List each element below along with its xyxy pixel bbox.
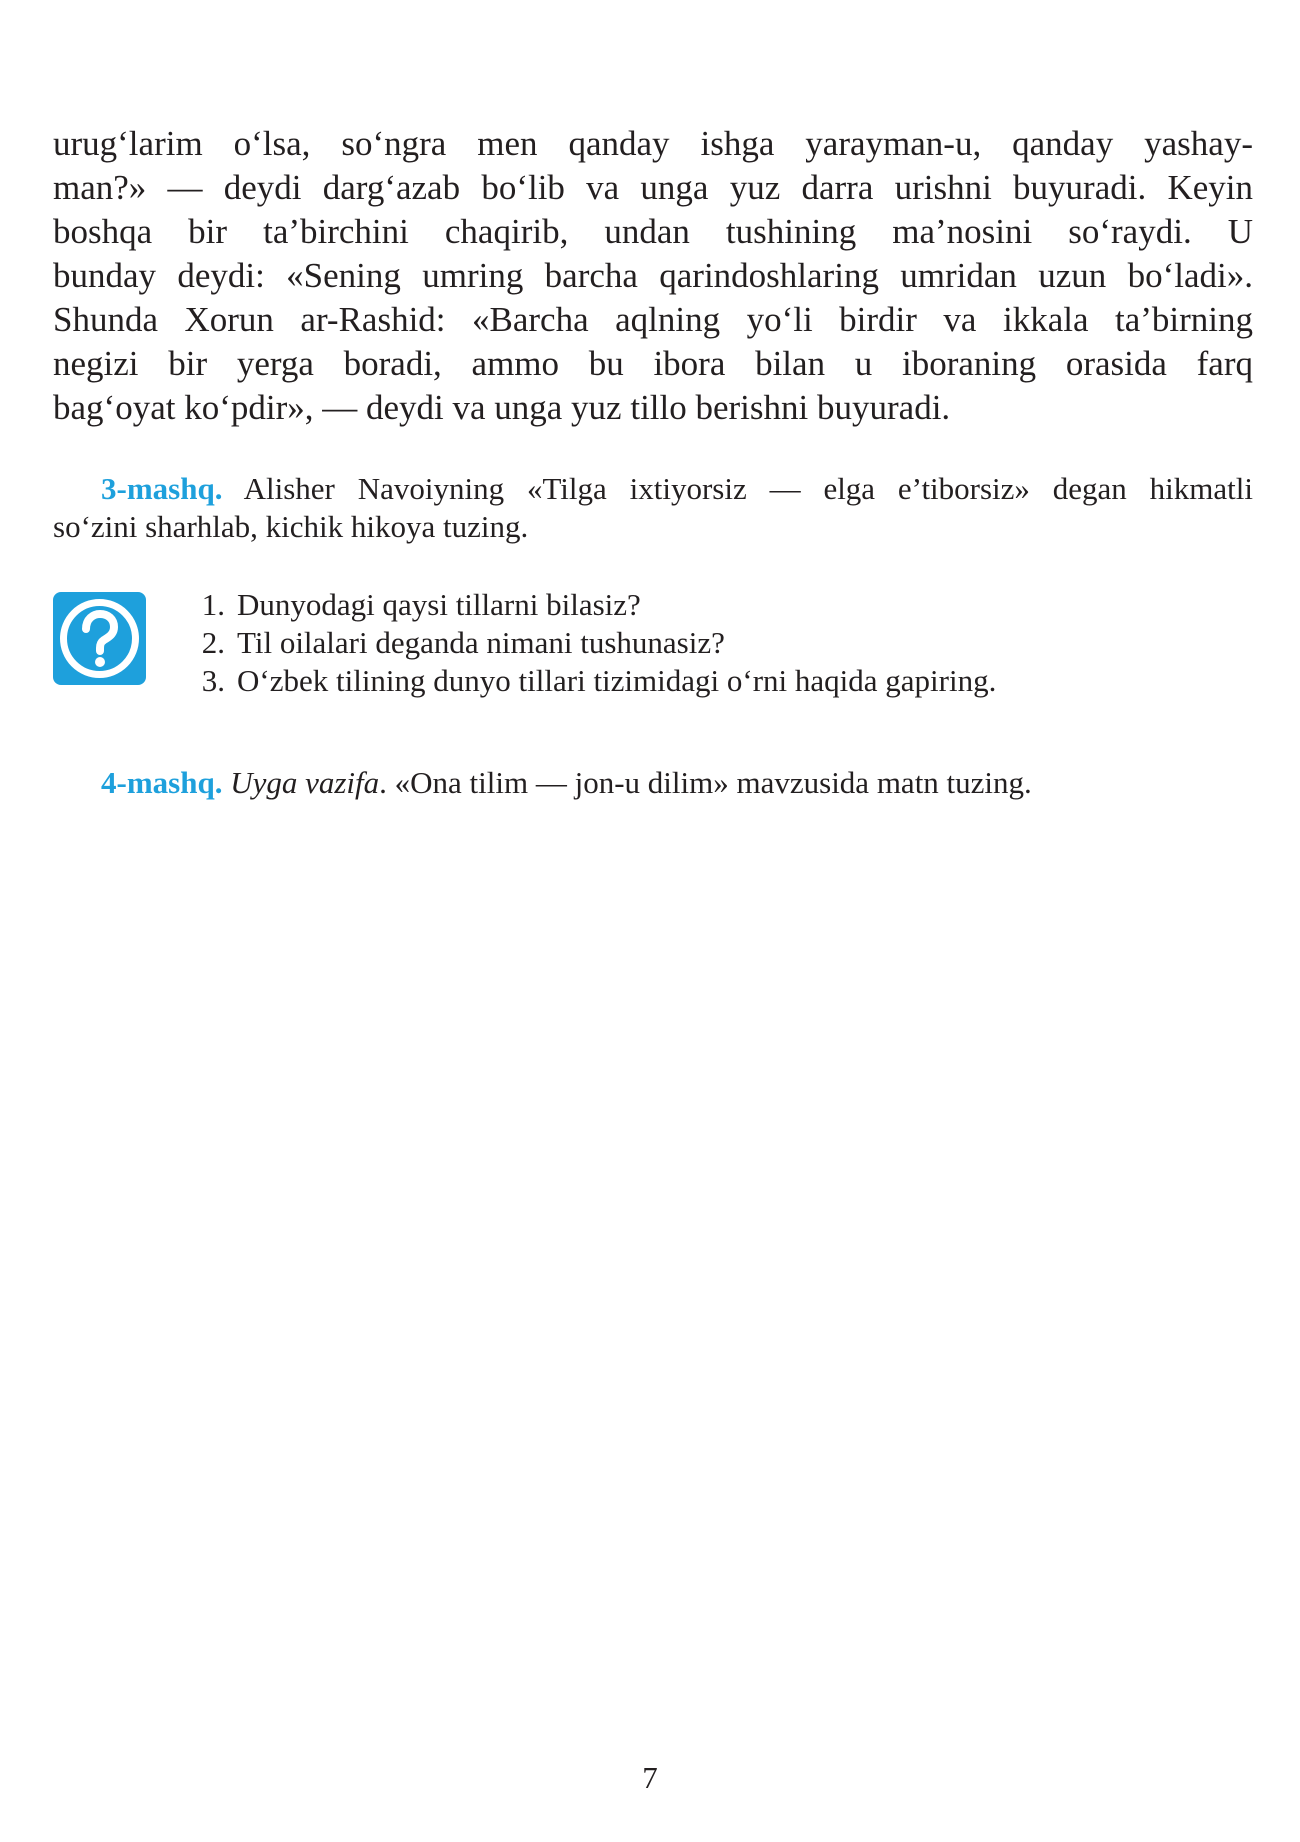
- question-list: [185, 586, 996, 700]
- exercise-3-label: 3-mashq.: [101, 471, 223, 506]
- question-number: 1.: [201, 587, 225, 622]
- paragraph-line: Shunda Xorun ar-Rashid: «Barcha aqlning yo‘li birdir va ikkala ta’birning: [53, 300, 1253, 339]
- story-paragraph: [53, 122, 1253, 430]
- exercise-3: [53, 470, 1253, 546]
- question-item: [185, 662, 996, 700]
- paragraph-line: urug‘larim o‘lsa, so‘ngra men qanday ishga yarayman-u, qanday yashay-: [53, 124, 1253, 163]
- question-item: [185, 586, 996, 624]
- page-content: [53, 122, 1253, 800]
- exercise-4-homework-label: Uyga vazifa: [230, 765, 380, 800]
- exercise-3-line-2: so‘zini sharhlab, kichik hikoya tuzing.: [53, 509, 529, 544]
- exercise-4: [101, 764, 1253, 802]
- question-number: 2.: [201, 625, 225, 660]
- paragraph-line: bunday deydi: «Sening umring barcha qarindoshlaring umridan uzun bo‘ladi».: [53, 256, 1253, 295]
- paragraph-line: bag‘oyat ko‘pdir», — deydi va unga yuz tillo berishni buyuradi.: [53, 388, 951, 427]
- question-text: O‘zbek tilining dunyo tillari tizimidagi o‘rni haqida gapiring.: [237, 663, 997, 698]
- exercise-4-text: . «Ona tilim — jon-u dilim» mavzusida matn tuzing.: [379, 765, 1032, 800]
- exercise-3-line-1: [53, 470, 1253, 508]
- exercise-3-text: Alisher Navoiyning «Tilga ixtiyorsiz — elga e’tiborsiz» degan hikmatli: [222, 471, 1253, 506]
- question-item: [185, 624, 996, 662]
- question-mark-icon: [53, 592, 146, 685]
- paragraph-line: negizi bir yerga boradi, ammo bu ibora bilan u iboraning orasida farq: [53, 344, 1253, 383]
- question-text: Til oilalari deganda nimani tushunasiz?: [237, 625, 725, 660]
- paragraph-line: man?» — deydi darg‘azab bo‘lib va unga yuz darra urishni buyuradi. Keyin: [53, 168, 1253, 207]
- page-number: 7: [642, 1760, 658, 1795]
- exercise-4-label: 4-mashq.: [101, 765, 223, 800]
- questions-block: [53, 587, 1253, 712]
- question-number: 3.: [201, 663, 225, 698]
- question-text: Dunyodagi qaysi tillarni bilasiz?: [237, 587, 641, 622]
- paragraph-line: boshqa bir ta’birchini chaqirib, undan tushining ma’nosini so‘raydi. U: [53, 212, 1253, 251]
